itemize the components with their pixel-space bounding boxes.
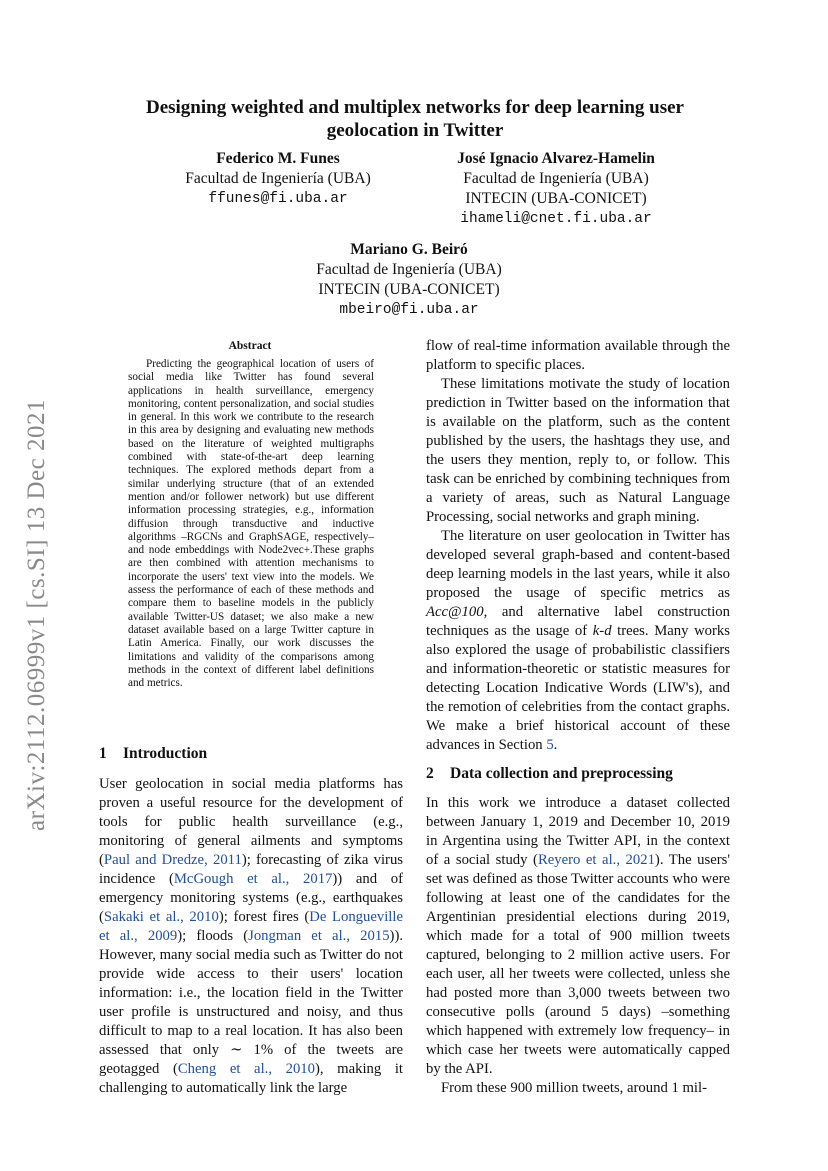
paragraph: flow of real-time information available through the platform to specific places. — [426, 338, 730, 373]
citation-link[interactable]: Jongman et al., 2015 — [248, 928, 390, 944]
section-reference-link[interactable]: 5 — [546, 737, 554, 753]
introduction-continued — [426, 337, 730, 755]
abstract-text: Predicting the geographical location of users of social media like Twitter has found several applications in health surveillance, emergency monitoring, content personalization, and social studies in general. In this work we contribute to the research in this area by designing and evaluating new methods based on the literature of weighted multigraphs combined with state-of-the-art deep learning techniques. The explored methods depart from a similar underlying structure (that of an extended mention and/or follower network) but use different information processing strategies, e.g., information diffusion through transductive and inductive algorithms –RGCNs and GraphSAGE, respectively– and node embeddings with Node2vec+.These graphs are then combined with attention mechanisms to incorporate the users' text view into the models. We assess the performance of each of these methods and compare them to baseline models in the publicly available Twitter-US dataset; we also make a new dataset available based on a large Twitter capture in Latin America. Finally, our work discusses the limitations and validity of the comparisons among methods in the context of different label definitions and metrics. — [128, 358, 374, 690]
author-block-2 — [430, 149, 682, 229]
paragraph: The literature on user geolocation in Twitter has developed several graph-based and content-based deep learning models in the last years, while it also proposed the usage of specific metrics as Acc@100, and alternative label construction techniques as the usage of k-d trees. Many works also explored the usage of probabilistic classifiers and information-theoretic or statistic measures for detecting Location Indicative Words (LIW's), and the remotion of celebrities from the contact graphs. We make a brief historical account of these advances in Section 5. — [426, 528, 730, 753]
section-heading-introduction — [99, 745, 207, 763]
citation-link[interactable]: Cheng et al., 2010 — [177, 1061, 315, 1077]
author-email[interactable]: ihameli@cnet.fi.uba.ar — [460, 211, 652, 227]
author-name: Mariano G. Beiró — [350, 241, 468, 258]
section-title: Introduction — [123, 745, 208, 762]
abstract-heading: Abstract — [228, 340, 272, 352]
data-collection-body — [426, 794, 730, 1098]
section-number: 2 — [426, 765, 434, 782]
citation-link[interactable]: Paul and Dredze, 2011 — [103, 852, 242, 868]
author-block-1 — [160, 149, 396, 209]
author-name: José Ignacio Alvarez-Hamelin — [457, 150, 655, 167]
arxiv-identifier-stamp — [17, 375, 57, 855]
section-title: Data collection and preprocessing — [450, 765, 673, 782]
paragraph: In this work we introduce a dataset collected between January 1, 2019 and December 10, 2019 in Argentina using the Twitter API, in the context of a social study (Reyero et al., 2021). The users' set was defined as those Twitter accounts who were following at least one of the candidates for the Argentinian presidential elections during 2019, which made for a total of 900 million tweets captured, belonging to 2 million active users. For each user, all her tweets were collected, unless she had posted more than 3,000 tweets between two consecutive polls (around 5 days) –something which happened with extremely low frequency– in which case her tweets were automatically capped by the API. — [426, 795, 730, 1077]
paragraph: User geolocation in social media platforms has proven a useful resource for the development of tools for public health surveillance (e.g., monitoring of general ailments and symptoms (Paul and Dredze, 2011); forecasting of zika virus incidence (McGough et al., 2017)) and of emergency monitoring systems (e.g., earthquakes (Sakaki et al., 2010); forest fires (De Longueville et al., 2009); floods (Jongman et al., 2015)). However, many social media such as Twitter do not provide wide access to their users' location information: i.e., the location field in the Twitter user profile is unstructured and noisy, and thus difficult to map to a real location. It has also been assessed that only ∼ 1% of the tweets are geotagged (Cheng et al., 2010), making it challenging to automatically link the large — [99, 776, 404, 1096]
citation-link[interactable]: Reyero et al., 2021 — [537, 852, 655, 868]
author-affiliation: Facultad de Ingeniería (UBA) — [463, 170, 649, 187]
author-affiliation-secondary: INTECIN (UBA-CONICET) — [465, 190, 647, 207]
section-heading-data-collection — [426, 765, 673, 783]
paragraph: These limitations motivate the study of location prediction in Twitter based on the information that is available on the platform, such as the content published by the users, the hashtags they use, and the users they mention, reply to, or follow. This task can be enriched by combining techniques from a variety of areas, such as Natural Language Processing, social networks and graph mining. — [426, 376, 730, 525]
author-name: Federico M. Funes — [216, 150, 340, 167]
author-block-3 — [290, 240, 528, 320]
author-email[interactable]: ffunes@fi.uba.ar — [208, 191, 348, 207]
section-number: 1 — [99, 745, 107, 762]
author-affiliation: Facultad de Ingeniería (UBA) — [185, 170, 371, 187]
author-affiliation: Facultad de Ingeniería (UBA) — [316, 261, 502, 278]
paragraph: From these 900 million tweets, around 1 mil- — [441, 1080, 707, 1096]
author-email[interactable]: mbeiro@fi.uba.ar — [339, 302, 479, 318]
paper-title: Designing weighted and multiplex networks for deep learning user geolocation in Twitter — [145, 97, 684, 141]
arxiv-identifier-text: arXiv:2112.06999v1 [cs.SI] 13 Dec 2021 — [23, 399, 51, 831]
citation-link[interactable]: De Longueville et al., 2009 — [99, 909, 403, 944]
citation-link[interactable]: McGough et al., 2017 — [173, 871, 333, 887]
author-affiliation-secondary: INTECIN (UBA-CONICET) — [318, 281, 500, 298]
citation-link[interactable]: Sakaki et al., 2010 — [103, 909, 219, 925]
introduction-body — [99, 775, 403, 1098]
